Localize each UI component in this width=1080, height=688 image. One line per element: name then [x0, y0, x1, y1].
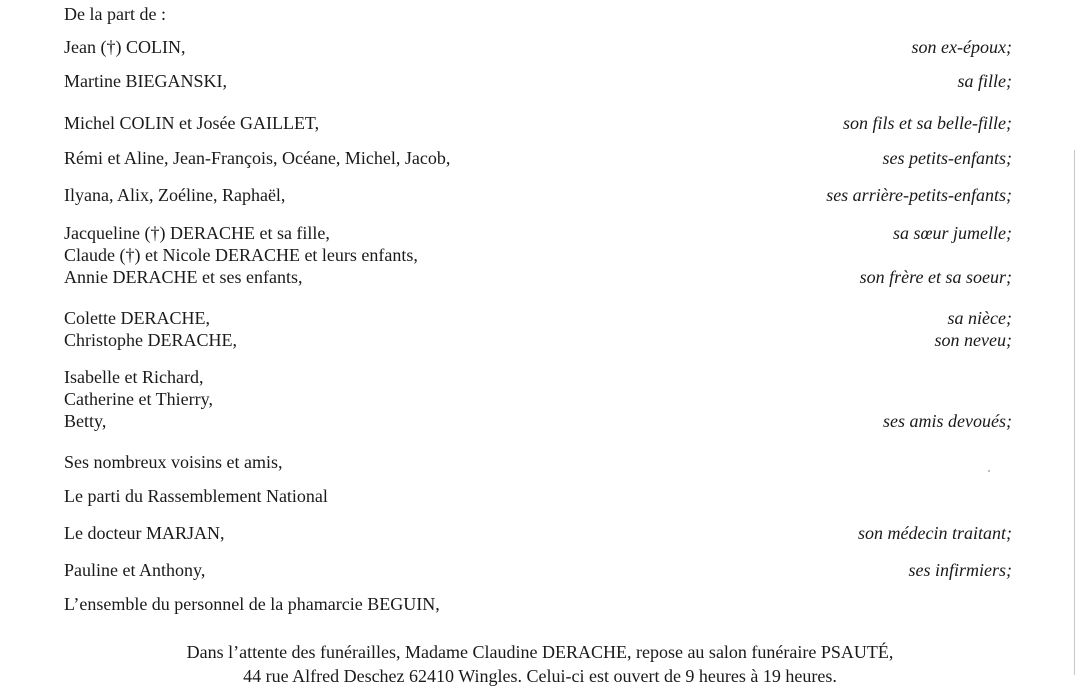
mourner-name: Claude (†) et Nicole DERACHE et leurs enfants, — [64, 245, 418, 265]
mourner-name: Betty, — [64, 411, 107, 431]
mourner-name: Martine BIEGANSKI, — [64, 71, 227, 91]
mourner-relation: sa nièce; — [947, 308, 1012, 328]
mourner-name: Christophe DERACHE, — [64, 330, 237, 350]
mourner-group — [64, 147, 1012, 169]
mourner-name: Jean (†) COLIN, — [64, 37, 186, 57]
footer-line-2: 44 rue Alfred Deschez 62410 Wingles. Celui-ci est ouvert de 9 heures à 19 heures. — [243, 666, 837, 686]
mourner-line — [64, 70, 1012, 92]
mourner-line — [64, 244, 1012, 266]
mourner-relation: sa sœur jumelle; — [893, 223, 1012, 243]
mourner-group — [64, 593, 1012, 615]
mourner-line — [64, 366, 1012, 388]
mourner-group — [64, 559, 1012, 581]
mourner-line — [64, 307, 1012, 329]
mourner-name: Colette DERACHE, — [64, 308, 210, 328]
mourner-group — [64, 222, 1012, 288]
mourner-line — [64, 222, 1012, 244]
mourner-name: Rémi et Aline, Jean-François, Océane, Michel, Jacob, — [64, 148, 451, 168]
mourner-relation: son médecin traitant; — [858, 523, 1012, 543]
mourner-name: Annie DERACHE et ses enfants, — [64, 267, 303, 287]
mourner-line — [64, 388, 1012, 410]
mourner-name: Jacqueline (†) DERACHE et sa fille, — [64, 223, 330, 243]
mourner-group — [64, 307, 1012, 351]
scan-edge-line — [1074, 150, 1075, 675]
mourner-group — [64, 451, 1012, 473]
mourner-relation: ses arrière-petits-enfants; — [826, 185, 1012, 205]
mourner-relation: ses petits-enfants; — [882, 148, 1012, 168]
mourner-line — [64, 451, 1012, 473]
mourner-group — [64, 112, 1012, 134]
mourner-relation: son fils et sa belle-fille; — [843, 113, 1012, 133]
mourner-group — [64, 70, 1012, 92]
mourner-line — [64, 410, 1012, 432]
mourner-line — [64, 559, 1012, 581]
mourner-line — [64, 147, 1012, 169]
scan-speck — [988, 470, 990, 472]
mourner-relation: ses amis devoués; — [883, 411, 1012, 431]
intro-text: De la part de : — [64, 4, 166, 24]
mourner-name: Isabelle et Richard, — [64, 367, 204, 387]
mourner-relation: son neveu; — [934, 330, 1012, 350]
mourner-line — [64, 329, 1012, 351]
mourner-name: Pauline et Anthony, — [64, 560, 206, 580]
mourner-line — [64, 266, 1012, 288]
mourner-line — [64, 522, 1012, 544]
mourner-line — [64, 36, 1012, 58]
mourner-name: Michel COLIN et Josée GAILLET, — [64, 113, 320, 133]
mourner-line — [64, 485, 1012, 507]
mourner-line — [64, 593, 1012, 615]
mourner-group — [64, 36, 1012, 58]
mourner-line — [64, 184, 1012, 206]
mourner-relation: son ex-époux; — [911, 37, 1012, 57]
mourner-name: Le parti du Rassemblement National — [64, 486, 328, 506]
mourner-name: Ilyana, Alix, Zoéline, Raphaël, — [64, 185, 286, 205]
mourner-relation: ses infirmiers; — [908, 560, 1012, 580]
mourner-group — [64, 366, 1012, 432]
mourner-relation: sa fille; — [957, 71, 1012, 91]
mourner-group — [64, 485, 1012, 507]
mourner-group — [64, 184, 1012, 206]
mourner-group — [64, 522, 1012, 544]
mourner-line — [64, 112, 1012, 134]
mourner-relation: son frère et sa soeur; — [859, 267, 1012, 287]
mourner-name: Ses nombreux voisins et amis, — [64, 452, 283, 472]
mourner-name: L’ensemble du personnel de la phamarcie BEGUIN, — [64, 594, 440, 614]
mourner-name: Catherine et Thierry, — [64, 389, 213, 409]
mourner-name: Le docteur MARJAN, — [64, 523, 225, 543]
footer-line-1: Dans l’attente des funérailles, Madame Claudine DERACHE, repose au salon funéraire PSAUTÉ, — [186, 642, 894, 662]
